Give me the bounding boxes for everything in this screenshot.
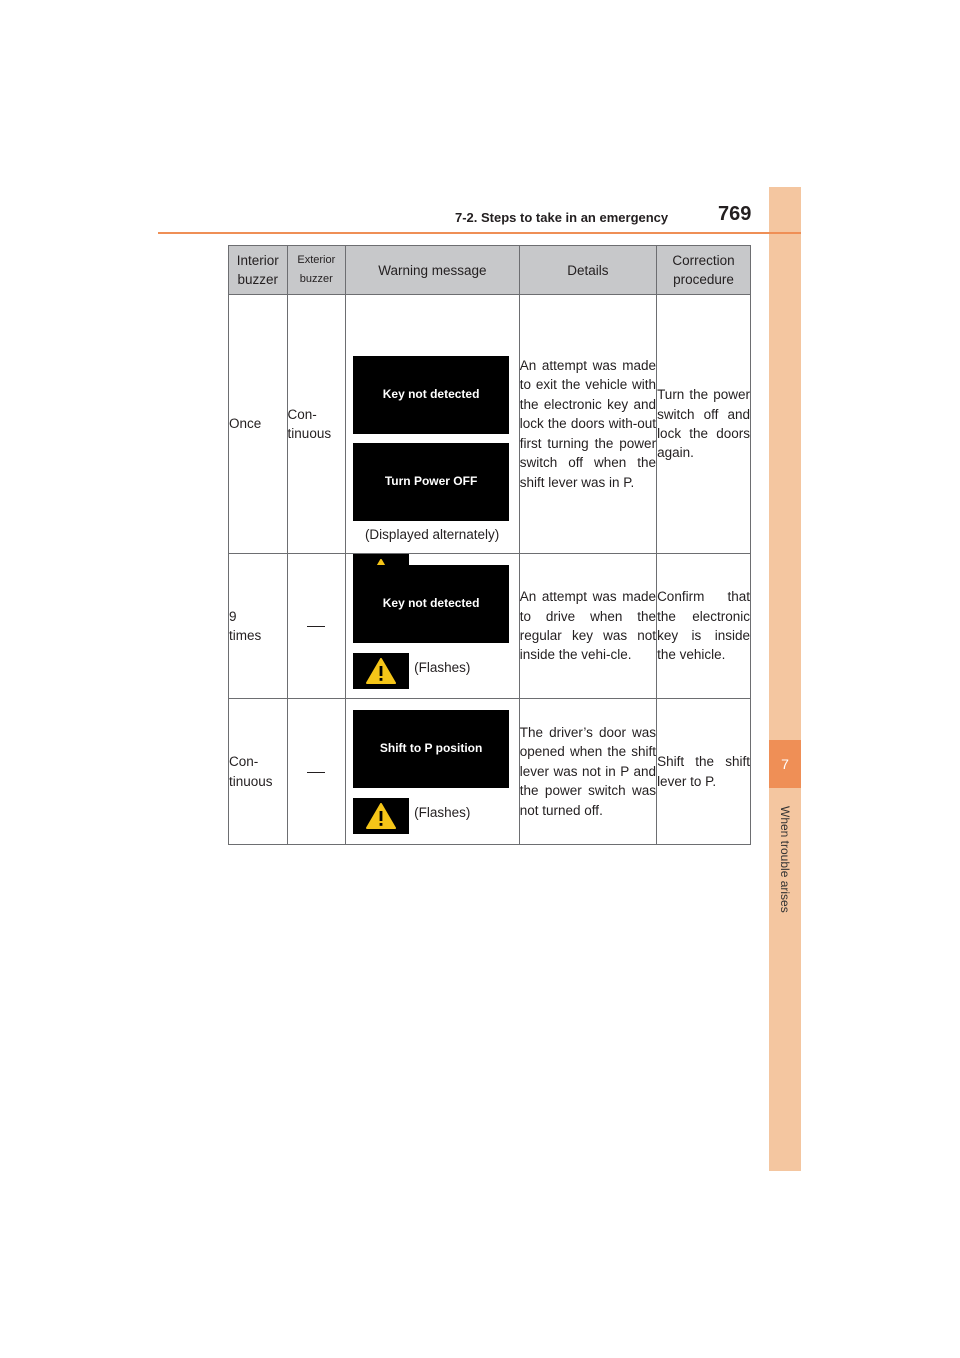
display-screen: Turn Power OFF	[353, 443, 509, 521]
details-cell: An attempt was made to drive when the regular key was not inside the vehi-cle.	[519, 554, 656, 699]
flash-label: (Flashes)	[414, 805, 471, 820]
display-screen: Key not detected	[353, 565, 509, 643]
table-row	[229, 554, 751, 699]
warning-message-cell	[346, 295, 520, 554]
display-note: (Displayed alternately)	[364, 527, 500, 542]
exterior-buzzer-cell	[287, 699, 346, 845]
table-row	[229, 295, 751, 554]
col-header-message: Warning message	[346, 246, 520, 295]
warning-triangle-icon	[366, 658, 396, 684]
warning-message-cell	[346, 554, 520, 699]
warning-indicator	[353, 798, 409, 834]
details-cell: The driver’s door was opened when the shift lever was not in P and the power switch was not turned off.	[519, 699, 656, 845]
correction-cell: Confirm that the electronic key is inside the vehicle.	[657, 554, 751, 699]
warning-indicator	[353, 653, 409, 689]
display-screen: Key not detected	[353, 356, 509, 434]
correction-cell: Turn the power switch off and lock the doors again.	[657, 295, 751, 554]
display-screen: Shift to P position	[353, 710, 509, 788]
warning-triangle-icon	[366, 803, 396, 829]
table-row	[229, 699, 751, 845]
col-header-correction: Correction procedure	[657, 246, 751, 295]
section-title: 7-2. Steps to take in an emergency	[455, 210, 669, 225]
header-rule	[158, 232, 801, 234]
col-header-exterior: Exterior buzzer	[287, 246, 346, 295]
chapter-label: When trouble arises	[778, 806, 792, 913]
exterior-buzzer-cell	[287, 554, 346, 699]
side-tab	[769, 187, 801, 1171]
dash-mark	[307, 626, 325, 627]
table-header-row	[229, 246, 751, 295]
warning-table	[228, 245, 751, 845]
exterior-buzzer-cell: Con- tinuous	[287, 295, 346, 554]
interior-buzzer-cell: Con- tinuous	[229, 699, 288, 845]
col-header-interior: Interior buzzer	[229, 246, 288, 295]
interior-buzzer-cell: Once	[229, 295, 288, 554]
details-cell: An attempt was made to exit the vehicle with the electronic key and lock the doors with-out first turning the power switch off when the shift lever was in P.	[519, 295, 656, 554]
chapter-number: 7	[769, 740, 801, 788]
interior-buzzer-cell: 9 times	[229, 554, 288, 699]
warning-message-cell	[346, 699, 520, 845]
col-header-details: Details	[519, 246, 656, 295]
dash-mark	[307, 772, 325, 773]
correction-cell: Shift the shift lever to P.	[657, 699, 751, 845]
page-number: 769	[718, 203, 752, 225]
flash-label: (Flashes)	[414, 660, 471, 675]
